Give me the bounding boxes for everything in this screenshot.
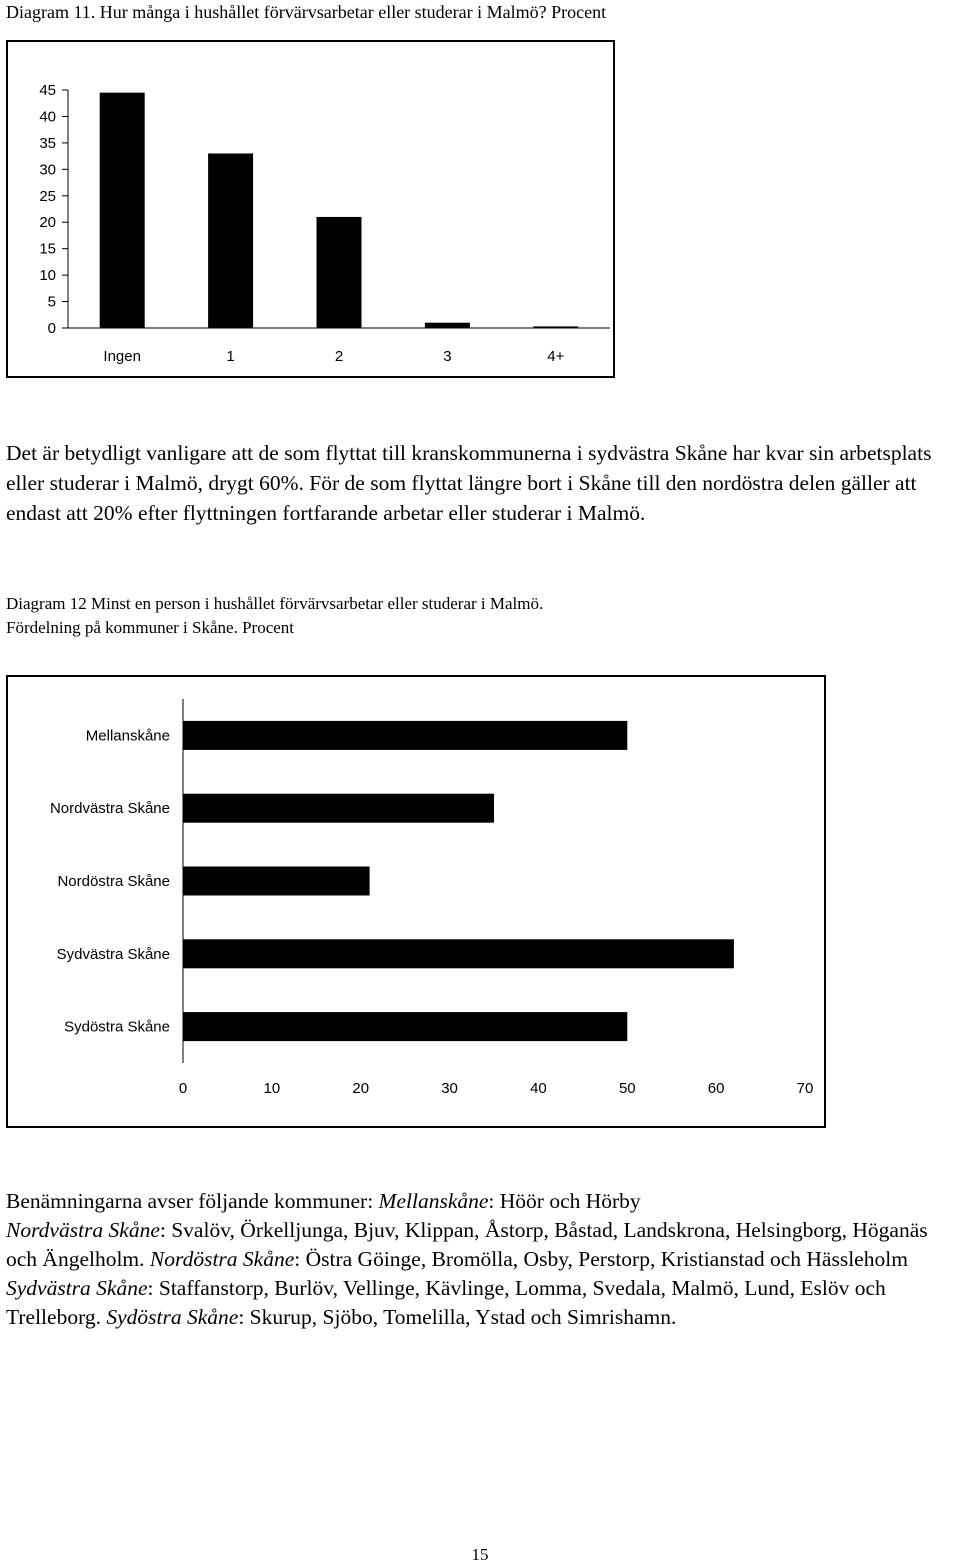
y-category-label: Nordöstra Skåne bbox=[57, 873, 170, 890]
region-municipalities: : Höör och Hörby bbox=[488, 1189, 641, 1213]
x-tick-label: Ingen bbox=[103, 348, 141, 365]
y-tick-label: 25 bbox=[39, 187, 56, 205]
y-tick-label: 20 bbox=[39, 214, 56, 232]
region-municipalities: : Östra Göinge, Bromölla, Osby, Perstorp, Kristianstad och Hässleholm bbox=[294, 1247, 908, 1271]
y-category-label: Nordvästra Skåne bbox=[49, 800, 170, 818]
x-tick-label: 4+ bbox=[547, 348, 565, 365]
bar bbox=[183, 867, 370, 896]
x-tick-label: 60 bbox=[707, 1080, 725, 1097]
bar bbox=[183, 721, 627, 750]
bar bbox=[100, 93, 145, 328]
region-name: Mellanskåne bbox=[378, 1189, 489, 1213]
chart-2-region-distribution bbox=[6, 675, 826, 1128]
y-tick-label: 10 bbox=[39, 267, 56, 285]
region-name: Nordöstra Skåne bbox=[149, 1247, 295, 1271]
x-tick-label: 40 bbox=[530, 1080, 547, 1097]
x-tick-label: 2 bbox=[334, 348, 344, 365]
body-paragraph-1: Det är betydligt vanligare att de som flyttat till kranskommunerna i sydvästra Skåne har kvar sin arbetsplats eller studerar i Malmö, drygt 60%. För de som flyttat längre bort i Skåne till den nordöstra delen gäller att endast att 20% efter flyttningen fortfarande arbetar eller studerar i Malmö. bbox=[6, 441, 932, 525]
x-tick-label: 3 bbox=[443, 348, 452, 365]
bar bbox=[317, 217, 362, 328]
page-number: 15 bbox=[471, 1545, 489, 1564]
region-municipalities: : Svalöv, Örkelljunga, Bjuv, Klippan, Åstorp, Båstad, Landskrona, Helsingborg, Höganäs och Ängelholm. bbox=[6, 1218, 928, 1271]
diagram-12-caption-line1: Diagram 12 Minst en person i hushållet förvärvsarbetar eller studerar i Malmö. bbox=[6, 594, 544, 613]
bar bbox=[183, 794, 494, 823]
region-municipalities: : Staffanstorp, Burlöv, Vellinge, Kävlinge, Lomma, Svedala, Malmö, Lund, Eslöv och Trelleborg. bbox=[6, 1276, 886, 1329]
y-tick-label: 40 bbox=[39, 108, 56, 126]
region-intro: Benämningarna avser följande kommuner: bbox=[6, 1189, 379, 1213]
x-tick-label: 30 bbox=[441, 1080, 458, 1097]
bar bbox=[208, 153, 253, 328]
region-name: Sydöstra Skåne bbox=[106, 1305, 239, 1329]
bar bbox=[183, 1012, 627, 1041]
y-tick-label: 15 bbox=[39, 240, 56, 258]
y-tick-label: 5 bbox=[47, 293, 56, 311]
y-tick-label: 0 bbox=[47, 320, 56, 337]
body-paragraph-2 bbox=[6, 1187, 956, 1332]
x-tick-label: 20 bbox=[352, 1080, 370, 1097]
region-municipalities: : Skurup, Sjöbo, Tomelilla, Ystad och Simrishamn. bbox=[238, 1305, 677, 1329]
diagram-11-caption: Diagram 11. Hur många i hushållet förvärvsarbetar eller studerar i Malmö? Procent bbox=[6, 2, 607, 22]
y-tick-label: 30 bbox=[39, 161, 56, 179]
y-tick-label: 45 bbox=[39, 82, 56, 99]
y-category-label: Mellanskåne bbox=[85, 727, 170, 745]
x-tick-label: 0 bbox=[178, 1080, 188, 1097]
x-tick-label: 1 bbox=[226, 348, 235, 365]
region-name: Nordvästra Skåne bbox=[6, 1218, 160, 1242]
bar bbox=[183, 939, 734, 968]
y-category-label: Sydöstra Skåne bbox=[64, 1018, 170, 1036]
region-name: Sydvästra Skåne bbox=[6, 1276, 148, 1300]
x-tick-label: 10 bbox=[263, 1080, 281, 1097]
bar bbox=[425, 323, 470, 328]
y-tick-label: 35 bbox=[39, 134, 56, 152]
x-tick-label: 70 bbox=[796, 1080, 814, 1097]
diagram-12-caption bbox=[6, 592, 543, 638]
y-category-label: Sydvästra Skåne bbox=[56, 945, 170, 963]
x-tick-label: 50 bbox=[618, 1080, 636, 1097]
chart-1-household-count bbox=[6, 40, 615, 378]
bar bbox=[533, 326, 578, 328]
diagram-12-caption-line2: Fördelning på kommuner i Skåne. Procent bbox=[6, 618, 295, 637]
